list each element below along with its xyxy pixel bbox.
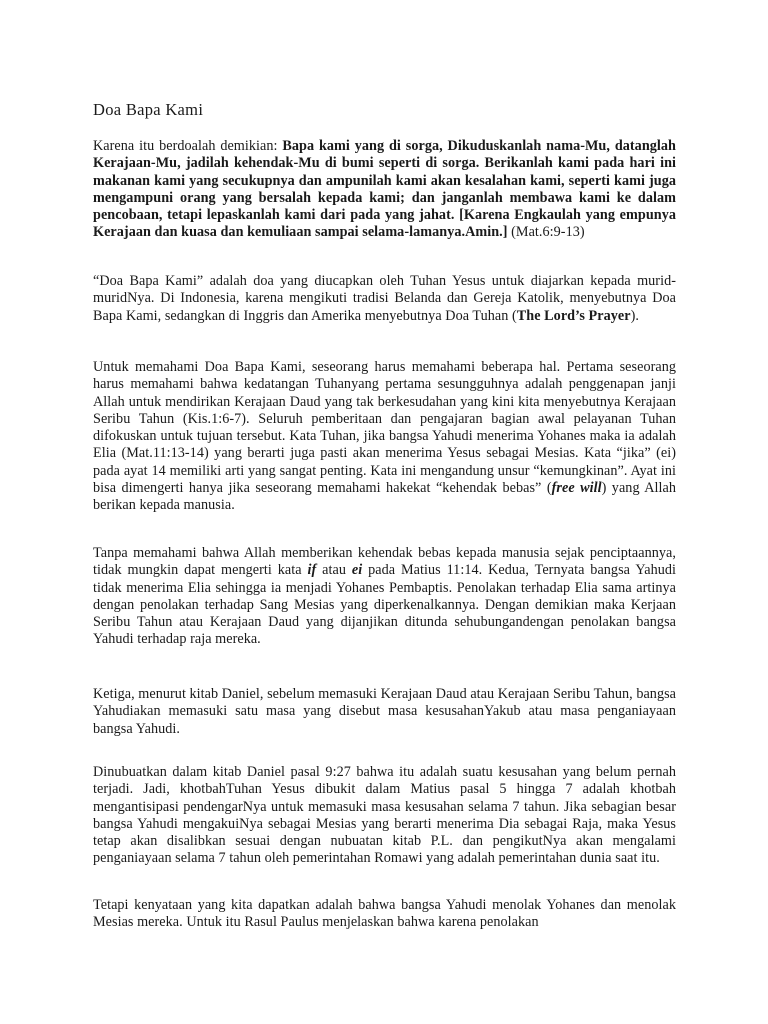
prayer-reference: (Mat.6:9-13) bbox=[507, 224, 585, 241]
second-point-text-a: Tanpa memahami bahwa Allah memberikan kehendak bebas kepada manusia sejak penciptaannya, tidak mungkin dapat mengerti kata bbox=[93, 545, 676, 579]
paragraph-second-point bbox=[93, 545, 676, 649]
document-title: Doa Bapa Kami bbox=[93, 100, 204, 119]
free-will-term: free will bbox=[551, 480, 602, 497]
ei-term: ei bbox=[351, 562, 363, 579]
definition-text: “Doa Bapa Kami” adalah doa yang diucapkan oleh Tuhan Yesus untuk diajarkan kepada murid-muridNya. Di Indonesia, karena mengikuti tradisi Belanda dan Gereja Katolik, menyebutnya Doa Bapa Kami, sedangkan di Inggris dan Amerika menyebutnya Doa Tuhan ( bbox=[93, 273, 676, 324]
second-point-text-b: atau bbox=[316, 562, 352, 579]
paragraph-third-point: Ketiga, menurut kitab Daniel, sebelum memasuki Kerajaan Daud atau Kerajaan Seribu Tahun, bangsa Yahudiakan memasuki satu masa yang disebut masa kesusahanYakub atau masa penganiayaan bangsa Yahudi. bbox=[93, 686, 677, 737]
paragraph-prayer bbox=[93, 138, 676, 242]
prayer-text: Bapa kami yang di sorga, Dikuduskanlah nama-Mu, datanglah Kerajaan-Mu, jadilah kehendak-Mu di bumi seperti di sorga. Berikanlah kami pada hari ini makanan kami yang secukupnya dan ampunilah kami akan kesalahan kami, seperti kami juga mengampuni orang yang bersalah kepada kami; dan janganlah membawa kami ke dalam pencobaan, tetapi lepaskanlah kami dari pada yang jahat. [Karena Engkaulah yang empunya Kerajaan dan kuasa dan kemuliaan sampai selama-lamanya.Amin.] bbox=[93, 138, 676, 241]
paragraph-reality: Tetapi kenyataan yang kita dapatkan adalah bahwa bangsa Yahudi menolak Yohanes dan menolak Mesias mereka. Untuk itu Rasul Paulus menjelaskan bahwa karena penolakan bbox=[93, 897, 676, 931]
if-term: if bbox=[307, 562, 317, 579]
prayer-intro: Karena itu berdoalah demikian: bbox=[93, 138, 283, 154]
definition-end: ). bbox=[630, 307, 639, 324]
english-name: The Lord’s Prayer bbox=[516, 307, 631, 324]
first-point-end: ) yang Allah berikan kepada manusia. bbox=[93, 480, 677, 514]
paragraph-definition bbox=[93, 273, 676, 325]
paragraph-first-point bbox=[93, 359, 676, 515]
first-point-text: Untuk memahami Doa Bapa Kami, seseorang harus memahami beberapa hal. Pertama seseorang harus memahami bahwa kedatangan Tuhanyang pertama sesungguhnya adalah penggenapan janji Allah untuk mendirikan Kerajaan Daud yang tak berkesudahan yang kini kita menyebutnya Kerajaan Seribu Tahun (Kis.1:6-7). Seluruh pemberitaan dan pengajaran bagian awal pelayanan Tuhan difokuskan untuk tujuan tersebut. Kata Tuhan, jika bangsa Yahudi menerima Yohanes maka ia adalah Elia (Mat.11:13-14) yang berarti juga pasti akan menerima Yesus sebagai Mesias. Kata “jika” (ei) pada ayat 14 memiliki arti yang sangat penting. Kata ini mengandung unsur “kemungkinan”. Ayat ini bisa dimengerti hanya jika seseorang memahami hakekat “kehendak bebas” ( bbox=[93, 359, 676, 497]
paragraph-daniel: Dinubuatkan dalam kitab Daniel pasal 9:27 bahwa itu adalah suatu kesusahan yang belum pernah terjadi. Jadi, khotbahTuhan Yesus dibukit dalam Matius pasal 5 hingga 7 adalah khotbah mengantisipasi pendengarNya untuk memasuki masa kesusahan selama 7 tahun. Jika sebagian besar bangsa Yahudi mengakuiNya sebagai Mesias yang berarti menerima Dia sebagai Raja, maka Yesus tetap akan disalibkan sesuai dengan nubuatan kitab P.L. dan pengikutNya akan mengalami penganiayaan selama 7 tahun oleh pemerintahan Romawi yang adalah pemerintahan dunia saat itu. bbox=[93, 764, 676, 867]
second-point-text-c: pada Matius 11:14. Kedua, Ternyata bangsa Yahudi tidak menerima Elia sehingga ia menjadi Yohanes Pembaptis. Penolakan terhadap Elia sama artinya dengan penolakan terhadap Sang Mesias yang diperkenalkannya. Dengan demikian maka Kerjaan Seribu Tahun atau Kerajaan Daud yang dijanjikan ditunda sehubungandengan penolakan bangsa Yahudi terhadap raja mereka. bbox=[93, 562, 677, 648]
